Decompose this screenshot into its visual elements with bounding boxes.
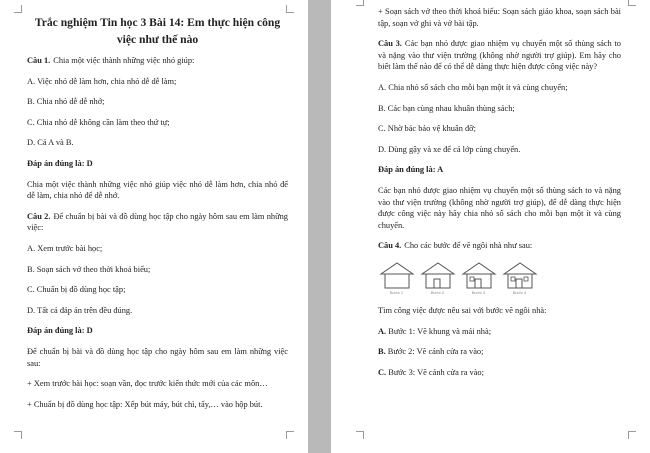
house-step-4-icon — [502, 261, 538, 289]
document-page-right — [331, 0, 650, 453]
question-3 — [378, 38, 621, 73]
option-b: B. Các bạn cùng nhau khuân thùng sách; — [378, 103, 515, 113]
option-d: D. Dùng gậy và xe để cả lớp cùng chuyển. — [378, 144, 521, 154]
question-text: Để chuẩn bị bài và đồ dùng học tập cho ngày hôm sau em làm những việc: — [27, 211, 288, 233]
answer-heading: Đáp án đúng là: D — [27, 326, 93, 336]
document-title: Trắc nghiệm Tin học 3 Bài 14: Em thực hiện công việc như thế nào — [34, 16, 281, 46]
question-label: Câu 2. — [27, 211, 51, 221]
step-label: Bước 3 — [471, 289, 486, 295]
answer-explanation: Để chuẩn bị bài và đồ dùng học tập cho ngày hôm sau em làm những việc sau: — [27, 346, 288, 368]
option-letter: B. — [378, 347, 386, 357]
step-2 — [419, 261, 456, 295]
question-text: Chia một việc thành những việc nhỏ giúp: — [53, 56, 195, 65]
step-1 — [378, 261, 415, 295]
margin-corner-mark — [628, 431, 636, 439]
answer-explanation: Chia một việc thành những việc nhỏ giúp việc nhỏ dễ làm hơn, chia nhỏ để dễ làm, chia nhỏ để dễ nhớ. — [27, 179, 288, 201]
option-c: C. Chuẩn bị đồ dùng học tập; — [27, 285, 126, 295]
question-text: Cho các bước để vẽ ngôi nhà như sau: — [404, 241, 533, 251]
option-b: B. Soạn sách vở theo thời khoá biểu; — [27, 264, 151, 274]
option-a: A. Chia nhỏ số sách cho mỗi bạn một ít và cùng chuyển; — [378, 82, 568, 92]
step-label: Bước 1 — [389, 289, 404, 295]
option-text: Bước 1: Vẽ khung và mái nhà; — [388, 326, 492, 336]
answer-heading: Đáp án đúng là: D — [27, 158, 93, 168]
bullet-item: + Xem trước bài học: soạn vần, đọc trước kiến thức mới của các môn… — [27, 379, 268, 389]
question-4 — [378, 240, 621, 252]
option-letter: C. — [378, 367, 387, 377]
question-label: Câu 3. — [378, 39, 402, 49]
margin-corner-mark — [356, 431, 364, 439]
option-b: B. Chia nhỏ dễ dễ nhớ; — [27, 97, 105, 107]
bullet-item: + Soạn sách vở theo thời khoá biểu: Soạn sách giáo khoa, soạn sách bài tập, soạn vở ghi và vở bài tập. — [378, 7, 621, 28]
option-b — [378, 346, 621, 358]
step-label: Bước 4 — [512, 289, 527, 295]
house-step-1-icon — [379, 261, 415, 289]
question-label: Câu 1. — [27, 56, 51, 65]
step-4 — [501, 261, 538, 295]
answer-explanation: Các bạn nhỏ được giao nhiệm vụ chuyển một số thùng sách to và nặng vào thư viện trường (không nhờ người trợ giúp), để dễ dàng thực hiện được công việc này hãy chia nhỏ số sách cho mỗi bạn một ít và cùng chuyển. — [378, 185, 621, 230]
question-label: Câu 4. — [378, 241, 402, 251]
margin-corner-mark — [14, 431, 22, 439]
question-prompt: Tìm công việc được nêu sai với bước vẽ ngôi nhà: — [378, 305, 547, 315]
house-step-2-icon — [420, 261, 456, 289]
option-a — [378, 326, 621, 338]
question-text: Các bạn nhỏ được giao nhiệm vụ chuyển một số thùng sách to và nặng vào thư viện trường (không nhờ người trợ giúp). Em hãy cho biết làm thế nào để có thể dễ dàng thực hiện được công việc này? — [378, 39, 621, 72]
margin-corner-mark — [286, 431, 294, 439]
house-drawing-steps — [378, 261, 538, 295]
option-text: Bước 3: Vẽ cánh cửa ra vào; — [388, 367, 484, 377]
option-a: A. Việc nhỏ dễ làm hơn, chia nhỏ dễ dễ làm; — [27, 76, 177, 86]
option-a: A. Xem trước bài học; — [27, 243, 103, 253]
question-1 — [27, 55, 288, 67]
option-c: C. Nhờ bác bảo vệ khuân đỡ; — [378, 124, 476, 134]
option-d: D. Cả A và B. — [27, 138, 74, 148]
house-step-3-icon — [461, 261, 497, 289]
bullet-item: + Chuẩn bị đồ dùng học tập: Xếp bút máy, bút chì, tẩy,… vào hộp bút. — [27, 399, 263, 409]
option-text: Bước 2: Vẽ cánh cửa ra vào; — [387, 347, 484, 357]
step-3 — [460, 261, 497, 295]
option-c: C. Chia nhỏ dễ không cần làm theo thứ tự; — [27, 117, 170, 127]
document-page-left — [0, 0, 308, 453]
option-d: D. Tất cả đáp án trên đều đúng. — [27, 305, 133, 315]
option-c — [378, 367, 621, 379]
step-label: Bước 2 — [430, 289, 445, 295]
option-letter: A. — [378, 326, 387, 336]
question-2 — [27, 211, 288, 234]
answer-heading: Đáp án đúng là: A — [378, 165, 444, 175]
